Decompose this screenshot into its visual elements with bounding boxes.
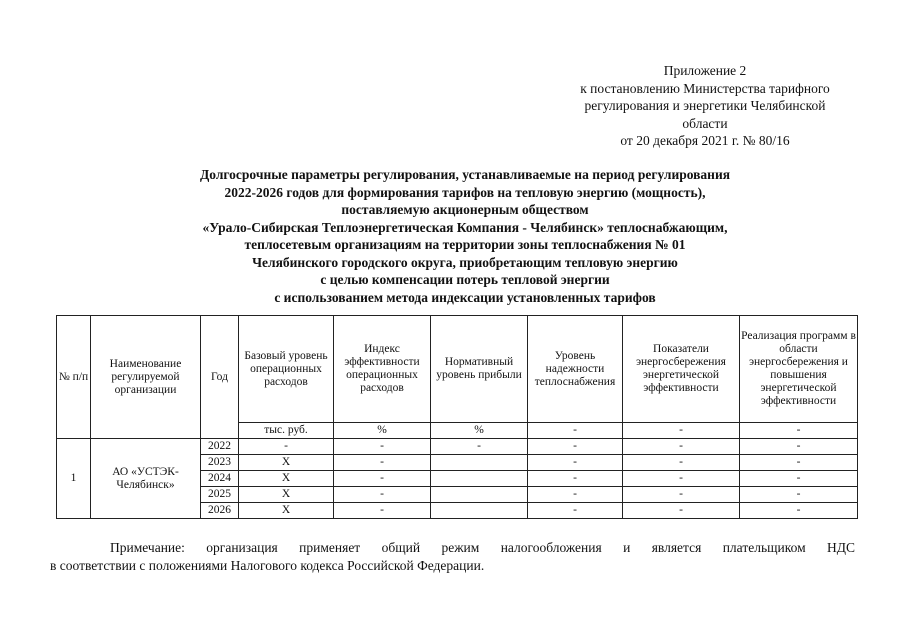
cell-energy: - (623, 471, 740, 487)
cell-programs: - (740, 439, 858, 455)
cell-reliability: - (528, 487, 623, 503)
cell-programs: - (740, 471, 858, 487)
appendix-line: Приложение 2 (663, 63, 747, 78)
cell-year: 2024 (201, 471, 239, 487)
title-line: Челябинского городского округа, приобретающим тепловую энергию (252, 254, 678, 270)
cell-index: - (334, 487, 431, 503)
header-row (57, 316, 858, 423)
cell-energy: - (623, 439, 740, 455)
title-line: Долгосрочные параметры регулирования, устанавливаемые на период регулирования (199, 167, 731, 182)
unit-profit: % (431, 423, 528, 439)
header-programs: Реализация программ в области энергосбережения и повышения энергетической эффективности (740, 316, 858, 423)
org-name: АО «УСТЭК-Челябинск» (91, 439, 201, 519)
cell-index: - (334, 439, 431, 455)
unit-index: % (334, 423, 431, 439)
unit-reliability: - (528, 423, 623, 439)
cell-index: - (334, 471, 431, 487)
cell-year: 2022 (201, 439, 239, 455)
title-line: поставляемую акционерным обществом (341, 202, 589, 217)
cell-year: 2025 (201, 487, 239, 503)
unit-programs: - (740, 423, 858, 439)
cell-base: X (239, 487, 334, 503)
cell-reliability: - (528, 455, 623, 471)
cell-programs: - (740, 487, 858, 503)
title-line: с целью компенсации потерь тепловой энергии (320, 272, 610, 287)
cell-year: 2023 (201, 455, 239, 471)
cell-profit (431, 471, 528, 487)
document-title (40, 166, 890, 306)
table-row (57, 439, 858, 455)
footnote-line: Примечание: организация применяет общий режим налогообложения и является плательщиком НДС (110, 540, 855, 555)
header-org: Наименование регулируемой организации (91, 316, 201, 439)
parameters-table (56, 315, 858, 519)
header-energy: Показатели энергосбережения энергетической эффективности (623, 316, 740, 423)
cell-energy: - (623, 487, 740, 503)
appendix-line: к постановлению Министерства тарифного (580, 80, 830, 96)
cell-programs: - (740, 503, 858, 519)
header-num: № п/п (57, 316, 91, 439)
cell-base: X (239, 471, 334, 487)
appendix-line: регулирования и энергетики Челябинской (584, 98, 826, 113)
cell-energy: - (623, 455, 740, 471)
cell-reliability: - (528, 471, 623, 487)
unit-energy: - (623, 423, 740, 439)
header-year: Год (201, 316, 239, 439)
title-line: 2022-2026 годов для формирования тарифов на тепловую энергию (мощность), (224, 184, 706, 200)
header-profit: Нормативный уровень прибыли (431, 316, 528, 423)
cell-year: 2026 (201, 503, 239, 519)
cell-base: X (239, 503, 334, 519)
appendix-line: области (682, 115, 728, 131)
footnote-line: в соответствии с положениями Налогового кодекса Российской Федерации. (50, 558, 485, 573)
header-reliability: Уровень надежности теплоснабжения (528, 316, 623, 423)
cell-energy: - (623, 503, 740, 519)
cell-base: - (239, 439, 334, 455)
header-base: Базовый уровень операционных расходов (239, 316, 334, 423)
appendix-line: от 20 декабря 2021 г. № 80/16 (620, 133, 790, 148)
title-line: с использованием метода индексации установленных тарифов (274, 289, 656, 305)
title-line: теплосетевым организациям на территории зоны теплоснабжения № 01 (244, 237, 686, 252)
cell-reliability: - (528, 439, 623, 455)
cell-index: - (334, 503, 431, 519)
cell-profit (431, 503, 528, 519)
footnote (50, 539, 855, 575)
header-index: Индекс эффективности операционных расходов (334, 316, 431, 423)
unit-base: тыс. руб. (239, 423, 334, 439)
cell-profit (431, 487, 528, 503)
cell-profit: - (431, 439, 528, 455)
appendix-block (540, 62, 870, 150)
cell-reliability: - (528, 503, 623, 519)
cell-index: - (334, 455, 431, 471)
title-line: «Урало-Сибирская Теплоэнергетическая Компания - Челябинск» теплоснабжающим, (202, 219, 728, 235)
org-number: 1 (57, 439, 91, 519)
cell-profit (431, 455, 528, 471)
cell-base: X (239, 455, 334, 471)
cell-programs: - (740, 455, 858, 471)
